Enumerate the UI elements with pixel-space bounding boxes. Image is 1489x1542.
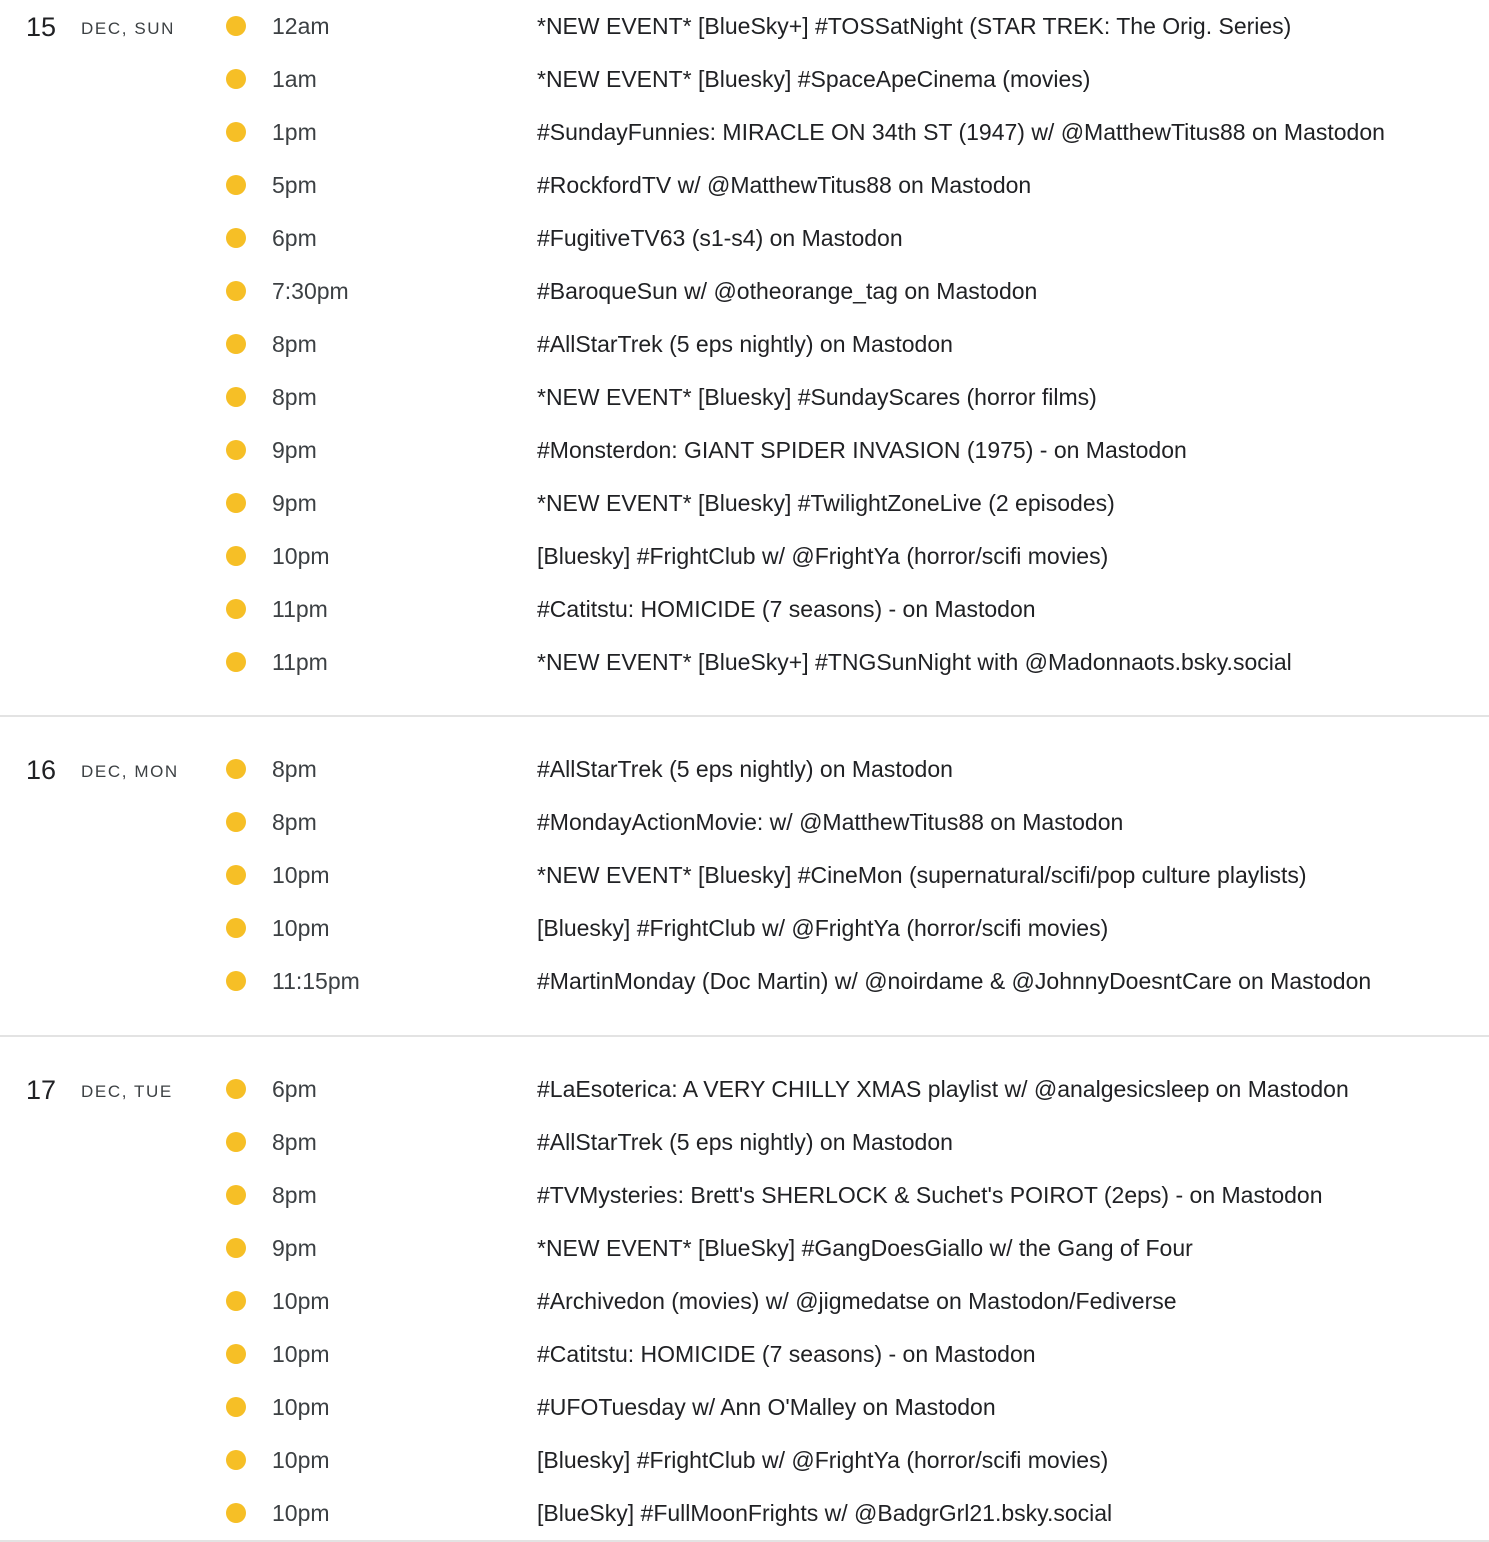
event-row[interactable] xyxy=(0,371,1489,424)
event-time: 8pm xyxy=(272,809,317,835)
event-title: *NEW EVENT* [Bluesky] #TwilightZoneLive (2 episodes) xyxy=(537,490,1115,516)
event-color-dot-icon xyxy=(226,440,246,460)
event-color-dot-icon xyxy=(226,1185,246,1205)
event-color-dot-icon xyxy=(226,1344,246,1364)
event-time: 10pm xyxy=(272,862,330,888)
event-time: 10pm xyxy=(272,1341,330,1367)
event-title: #UFOTuesday w/ Ann O'Malley on Mastodon xyxy=(537,1394,996,1420)
event-title: #Catitstu: HOMICIDE (7 seasons) - on Mastodon xyxy=(537,1341,1036,1367)
event-time: 10pm xyxy=(272,1394,330,1420)
event-row[interactable] xyxy=(0,1328,1489,1381)
event-time: 8pm xyxy=(272,1182,317,1208)
event-time: 12am xyxy=(272,13,330,39)
event-time: 11pm xyxy=(272,596,328,622)
event-time: 6pm xyxy=(272,225,317,251)
day-section xyxy=(0,717,1489,1037)
event-title: *NEW EVENT* [Bluesky] #SpaceApeCinema (movies) xyxy=(537,66,1091,92)
event-color-dot-icon xyxy=(226,1450,246,1470)
event-color-dot-icon xyxy=(226,1397,246,1417)
event-row[interactable] xyxy=(0,1222,1489,1275)
event-title: #AllStarTrek (5 eps nightly) on Mastodon xyxy=(537,331,953,357)
event-title: [Bluesky] #FrightClub w/ @FrightYa (horror/scifi movies) xyxy=(537,543,1109,569)
event-row[interactable] xyxy=(0,1434,1489,1487)
event-color-dot-icon xyxy=(226,1503,246,1523)
event-time: 10pm xyxy=(272,915,330,941)
event-row[interactable] xyxy=(0,424,1489,477)
event-row[interactable] xyxy=(0,743,1489,796)
event-color-dot-icon xyxy=(226,918,246,938)
event-row[interactable] xyxy=(0,212,1489,265)
event-row[interactable] xyxy=(0,636,1489,689)
event-color-dot-icon xyxy=(226,652,246,672)
event-color-dot-icon xyxy=(226,1079,246,1099)
event-time: 8pm xyxy=(272,384,317,410)
event-time: 8pm xyxy=(272,1129,317,1155)
event-row[interactable] xyxy=(0,1487,1489,1540)
event-row[interactable] xyxy=(0,849,1489,902)
day-label: DEC, MON xyxy=(81,762,179,781)
event-time: 1am xyxy=(272,66,317,92)
event-time: 11:15pm xyxy=(272,968,360,994)
event-color-dot-icon xyxy=(226,1291,246,1311)
event-color-dot-icon xyxy=(226,16,246,36)
event-row[interactable] xyxy=(0,955,1489,1008)
event-title: *NEW EVENT* [BlueSky] #GangDoesGiallo w/ the Gang of Four xyxy=(537,1235,1193,1261)
event-time: 1pm xyxy=(272,119,317,145)
event-time: 8pm xyxy=(272,331,317,357)
event-color-dot-icon xyxy=(226,122,246,142)
event-title: #Catitstu: HOMICIDE (7 seasons) - on Mastodon xyxy=(537,596,1036,622)
event-time: 9pm xyxy=(272,437,317,463)
event-title: #LaEsoterica: A VERY CHILLY XMAS playlist w/ @analgesicsleep on Mastodon xyxy=(537,1076,1349,1102)
event-time: 5pm xyxy=(272,172,317,198)
event-color-dot-icon xyxy=(226,69,246,89)
event-color-dot-icon xyxy=(226,387,246,407)
event-time: 10pm xyxy=(272,1447,330,1473)
event-color-dot-icon xyxy=(226,812,246,832)
event-row[interactable] xyxy=(0,796,1489,849)
event-title: *NEW EVENT* [Bluesky] #CineMon (supernatural/scifi/pop culture playlists) xyxy=(537,862,1307,888)
event-row[interactable] xyxy=(0,106,1489,159)
event-title: #RockfordTV w/ @MatthewTitus88 on Mastodon xyxy=(537,172,1032,198)
event-title: #AllStarTrek (5 eps nightly) on Mastodon xyxy=(537,756,953,782)
event-row[interactable] xyxy=(0,1063,1489,1116)
event-title: [Bluesky] #FrightClub w/ @FrightYa (horror/scifi movies) xyxy=(537,1447,1109,1473)
event-title: #AllStarTrek (5 eps nightly) on Mastodon xyxy=(537,1129,953,1155)
event-color-dot-icon xyxy=(226,334,246,354)
event-title: #MartinMonday (Doc Martin) w/ @noirdame & @JohnnyDoesntCare on Mastodon xyxy=(537,968,1372,994)
event-row[interactable] xyxy=(0,1169,1489,1222)
day-section xyxy=(0,1037,1489,1542)
event-color-dot-icon xyxy=(226,493,246,513)
event-title: #TVMysteries: Brett's SHERLOCK & Suchet's POIROT (2eps) - on Mastodon xyxy=(537,1182,1323,1208)
event-title: *NEW EVENT* [BlueSky+] #TNGSunNight with @Madonnaots.bsky.social xyxy=(537,649,1292,675)
day-number[interactable]: 17 xyxy=(26,1075,57,1105)
event-title: #Archivedon (movies) w/ @jigmedatse on Mastodon/Fediverse xyxy=(537,1288,1177,1314)
day-number[interactable]: 16 xyxy=(26,755,57,785)
event-color-dot-icon xyxy=(226,1132,246,1152)
event-title: *NEW EVENT* [Bluesky] #SundayScares (horror films) xyxy=(537,384,1097,410)
day-label: DEC, SUN xyxy=(81,19,176,38)
event-time: 10pm xyxy=(272,1500,330,1526)
event-row[interactable] xyxy=(0,318,1489,371)
day-number[interactable]: 15 xyxy=(26,12,57,42)
event-row[interactable] xyxy=(0,583,1489,636)
event-time: 9pm xyxy=(272,490,317,516)
event-time: 6pm xyxy=(272,1076,317,1102)
event-time: 7:30pm xyxy=(272,278,349,304)
event-color-dot-icon xyxy=(226,759,246,779)
event-row[interactable] xyxy=(0,53,1489,106)
event-time: 10pm xyxy=(272,1288,330,1314)
event-color-dot-icon xyxy=(226,546,246,566)
event-time: 11pm xyxy=(272,649,328,675)
event-row[interactable] xyxy=(0,1275,1489,1328)
event-color-dot-icon xyxy=(226,599,246,619)
event-row[interactable] xyxy=(0,902,1489,955)
event-title: *NEW EVENT* [BlueSky+] #TOSSatNight (STAR TREK: The Orig. Series) xyxy=(537,13,1292,39)
event-title: #FugitiveTV63 (s1-s4) on Mastodon xyxy=(537,225,903,251)
event-color-dot-icon xyxy=(226,865,246,885)
event-title: #MondayActionMovie: w/ @MatthewTitus88 on Mastodon xyxy=(537,809,1124,835)
day-label: DEC, TUE xyxy=(81,1082,173,1101)
event-row[interactable] xyxy=(0,530,1489,583)
day-section xyxy=(0,0,1489,717)
event-time: 10pm xyxy=(272,543,330,569)
event-title: [Bluesky] #FrightClub w/ @FrightYa (horror/scifi movies) xyxy=(537,915,1109,941)
event-color-dot-icon xyxy=(226,228,246,248)
event-title: [BlueSky] #FullMoonFrights w/ @BadgrGrl21.bsky.social xyxy=(537,1500,1113,1526)
event-time: 9pm xyxy=(272,1235,317,1261)
event-color-dot-icon xyxy=(226,971,246,991)
event-color-dot-icon xyxy=(226,175,246,195)
event-color-dot-icon xyxy=(226,1238,246,1258)
event-row[interactable] xyxy=(0,477,1489,530)
event-color-dot-icon xyxy=(226,281,246,301)
event-time: 8pm xyxy=(272,756,317,782)
event-title: #Monsterdon: GIANT SPIDER INVASION (1975) - on Mastodon xyxy=(537,437,1187,463)
event-title: #SundayFunnies: MIRACLE ON 34th ST (1947) w/ @MatthewTitus88 on Mastodon xyxy=(537,119,1385,145)
event-row[interactable] xyxy=(0,159,1489,212)
event-row[interactable] xyxy=(0,1381,1489,1434)
event-title: #BaroqueSun w/ @otheorange_tag on Mastodon xyxy=(537,278,1038,304)
event-row[interactable] xyxy=(0,0,1489,53)
event-row[interactable] xyxy=(0,265,1489,318)
event-row[interactable] xyxy=(0,1116,1489,1169)
